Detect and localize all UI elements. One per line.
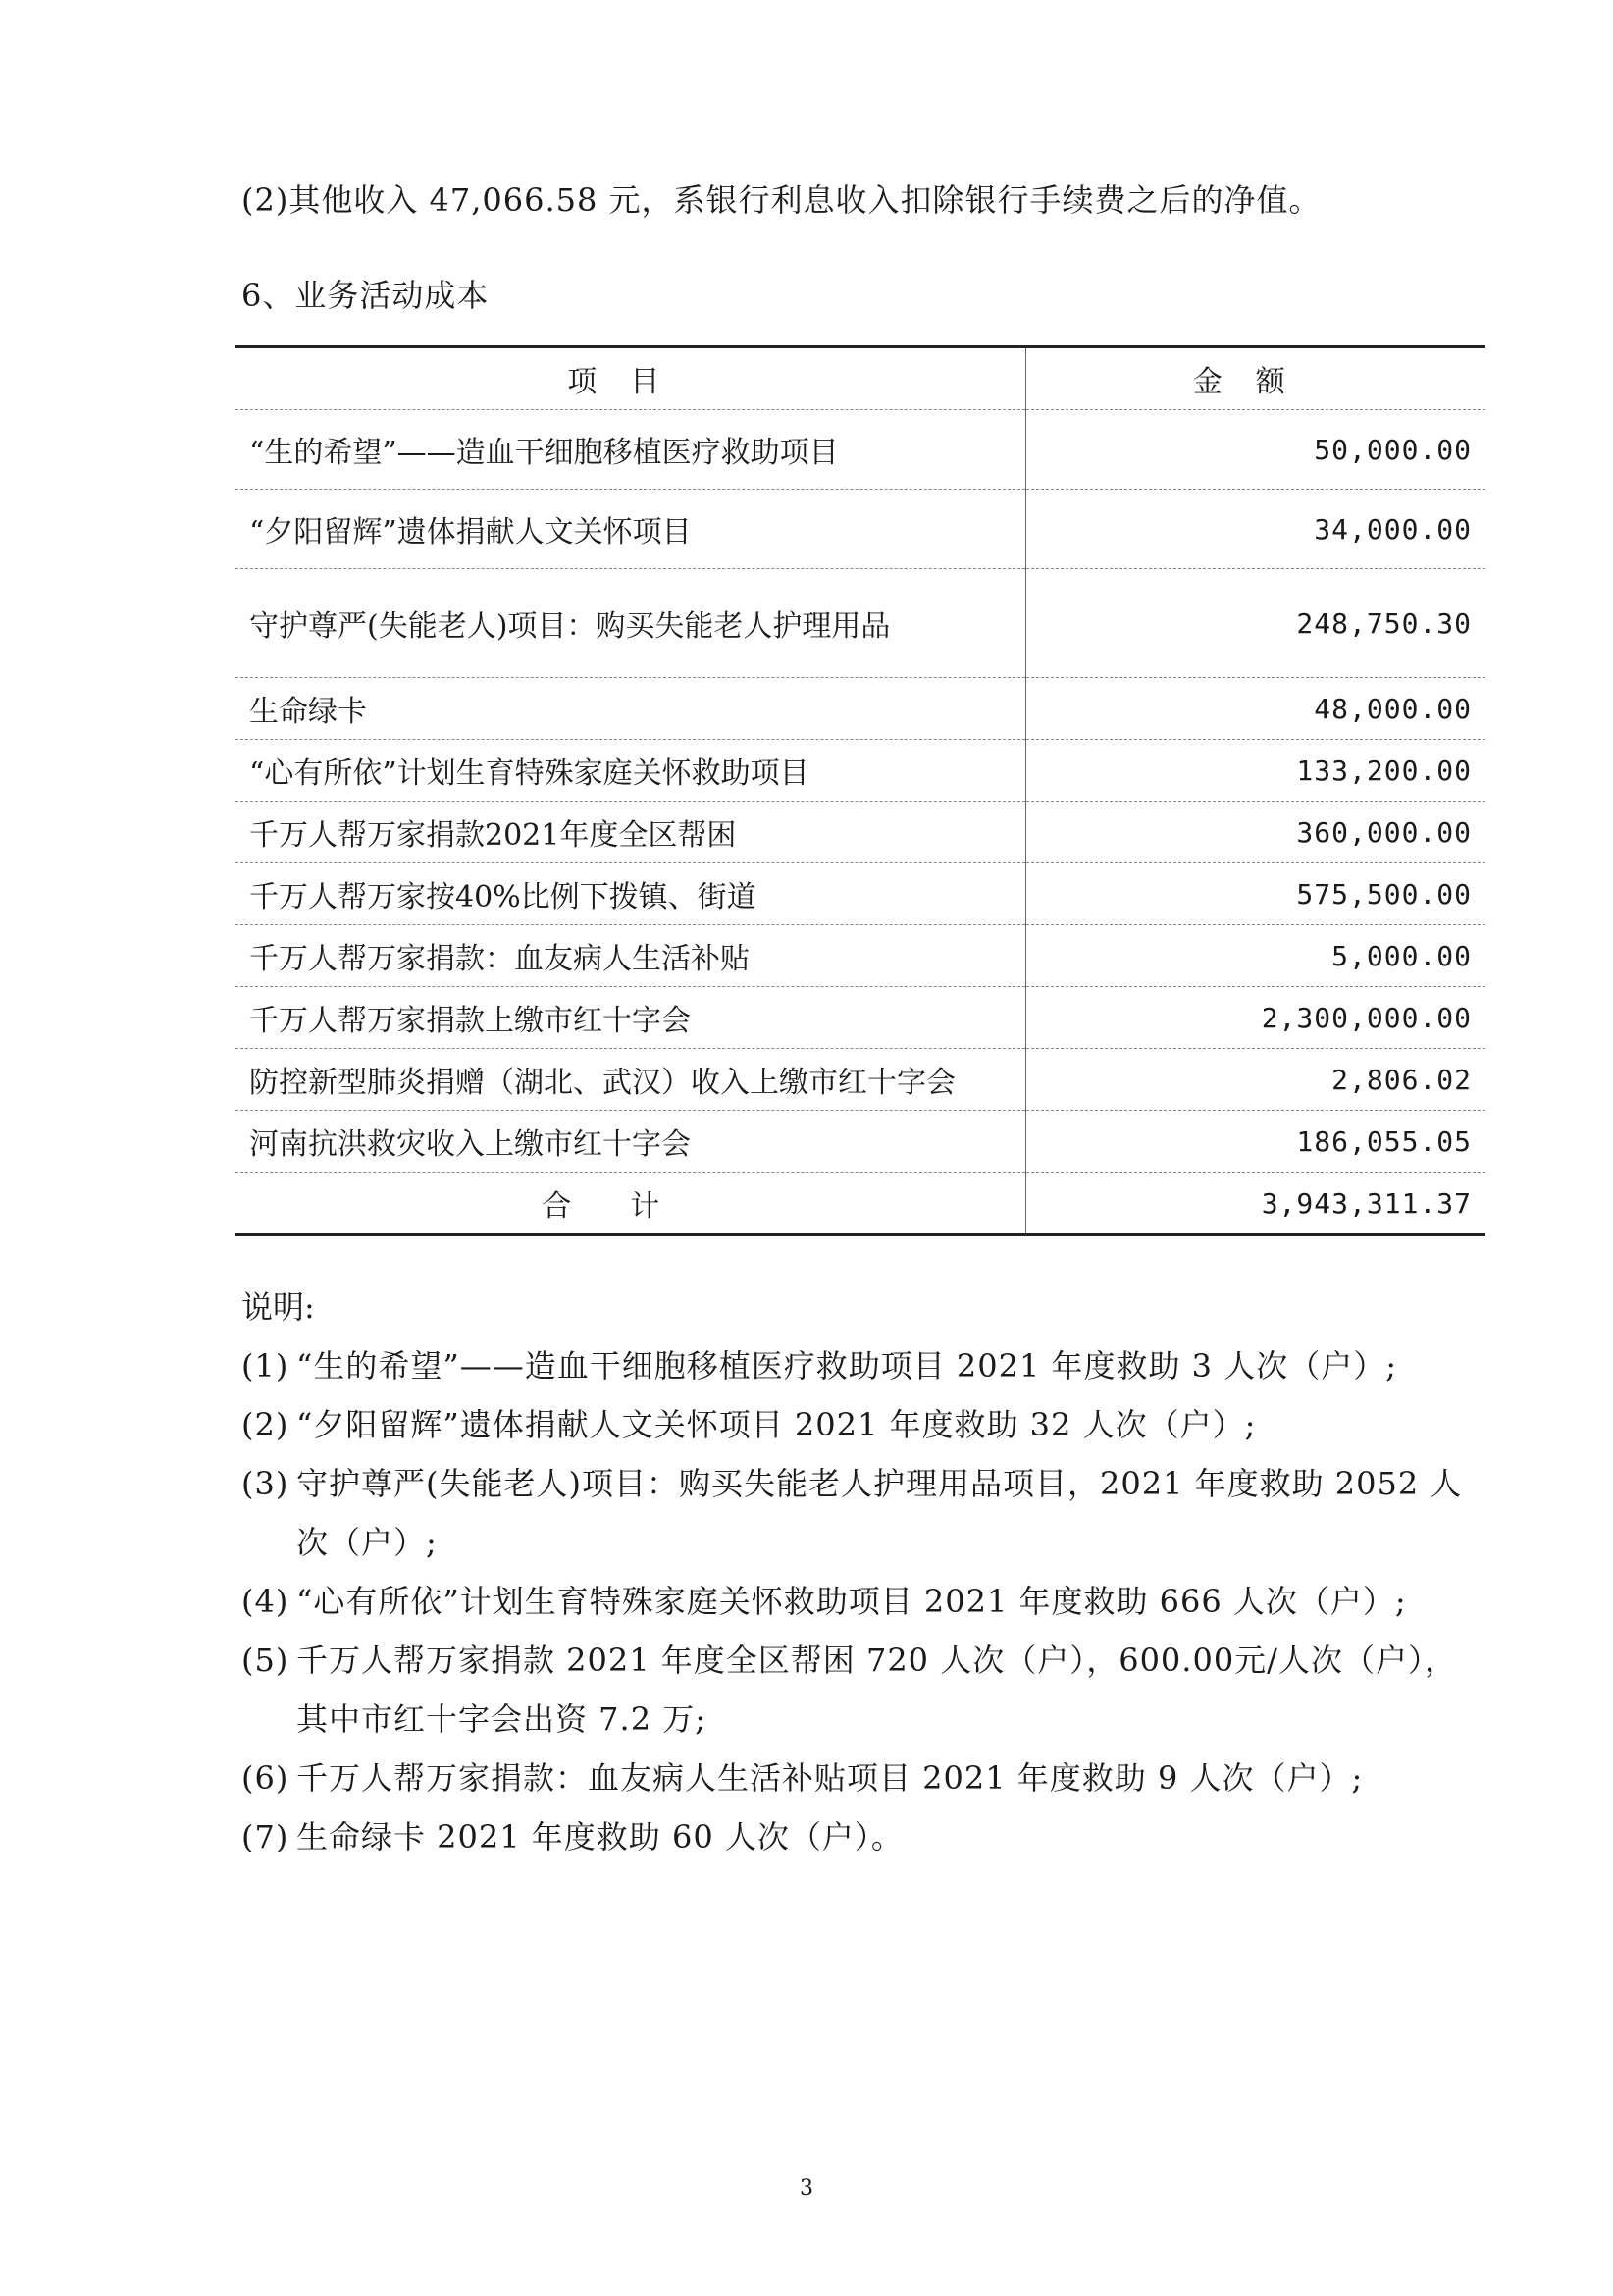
note-text: 生命绿卡 2021 年度救助 60 人次（户）。 xyxy=(296,1818,904,1855)
table-row xyxy=(235,490,1485,569)
row-amount: 575,500.00 xyxy=(1025,863,1485,925)
row-item: 守护尊严(失能老人)项目：购买失能老人护理用品 xyxy=(235,569,1025,678)
note-number: (1) xyxy=(241,1347,289,1384)
note-number: (7) xyxy=(241,1818,289,1855)
page-number: 3 xyxy=(800,2176,813,2201)
table-row xyxy=(235,1111,1485,1173)
row-amount: 2,300,000.00 xyxy=(1025,987,1485,1049)
row-amount: 133,200.00 xyxy=(1025,740,1485,802)
table-header-row xyxy=(235,347,1485,410)
note-text: 千万人帮万家捐款：血友病人生活补贴项目 2021 年度救助 9 人次（户）; xyxy=(296,1759,1364,1797)
row-item: 河南抗洪救灾收入上缴市红十字会 xyxy=(235,1111,1025,1173)
row-item: 生命绿卡 xyxy=(235,678,1025,740)
note-text: 千万人帮万家捐款 2021 年度全区帮困 720 人次（户），600.00元/人次（户），其中市红十字会出资 7.2 万; xyxy=(296,1642,1457,1738)
note-text: “心有所依”计划生育特殊家庭关怀救助项目 2021 年度救助 666 人次（户）; xyxy=(296,1583,1407,1620)
section-heading: 6、业务活动成本 xyxy=(241,277,490,314)
row-item: 千万人帮万家捐款上缴市红十字会 xyxy=(235,987,1025,1049)
row-amount: 5,000.00 xyxy=(1025,925,1485,987)
row-item: “心有所依”计划生育特殊家庭关怀救助项目 xyxy=(235,740,1025,802)
note-item xyxy=(241,1572,1487,1631)
row-amount: 248,750.30 xyxy=(1025,569,1485,678)
other-income-paragraph: (2)其他收入 47,066.58 元，系银行利息收入扣除银行手续费之后的净值。 xyxy=(241,182,1322,219)
notes-list xyxy=(241,1336,1487,1866)
header-item: 项目 xyxy=(235,347,1025,410)
table-row xyxy=(235,863,1485,925)
notes-section xyxy=(241,1278,1487,1866)
table-row xyxy=(235,410,1485,490)
business-cost-table xyxy=(235,345,1485,1236)
table-row xyxy=(235,925,1485,987)
row-item: 千万人帮万家捐款2021年度全区帮困 xyxy=(235,802,1025,863)
note-number: (4) xyxy=(241,1583,289,1620)
total-amount: 3,943,311.37 xyxy=(1025,1173,1485,1235)
note-text: “夕阳留辉”遗体捐献人文关怀项目 2021 年度救助 32 人次（户）; xyxy=(296,1406,1257,1443)
row-amount: 186,055.05 xyxy=(1025,1111,1485,1173)
notes-label: 说明: xyxy=(241,1288,315,1326)
table-row xyxy=(235,678,1485,740)
note-number: (3) xyxy=(241,1465,289,1502)
table-row xyxy=(235,569,1485,678)
row-item: 千万人帮万家捐款：血友病人生活补贴 xyxy=(235,925,1025,987)
row-amount: 34,000.00 xyxy=(1025,490,1485,569)
row-amount: 48,000.00 xyxy=(1025,678,1485,740)
row-amount: 2,806.02 xyxy=(1025,1049,1485,1111)
header-amount: 金额 xyxy=(1025,347,1485,410)
row-amount: 50,000.00 xyxy=(1025,410,1485,490)
note-text: “生的希望”——造血干细胞移植医疗救助项目 2021 年度救助 3 人次（户）; xyxy=(296,1347,1397,1384)
row-item: “夕阳留辉”遗体捐献人文关怀项目 xyxy=(235,490,1025,569)
table-row xyxy=(235,1049,1485,1111)
row-item: 防控新型肺炎捐赠（湖北、武汉）收入上缴市红十字会 xyxy=(235,1049,1025,1111)
note-number: (5) xyxy=(241,1642,289,1679)
total-label: 合计 xyxy=(235,1173,1025,1235)
note-item xyxy=(241,1395,1487,1454)
row-item: “生的希望”——造血干细胞移植医疗救助项目 xyxy=(235,410,1025,490)
table-row xyxy=(235,987,1485,1049)
table-total-row xyxy=(235,1173,1485,1235)
note-item xyxy=(241,1631,1487,1748)
row-amount: 360,000.00 xyxy=(1025,802,1485,863)
note-number: (6) xyxy=(241,1759,289,1797)
note-item xyxy=(241,1454,1487,1572)
note-item xyxy=(241,1748,1487,1807)
note-item xyxy=(241,1807,1487,1866)
row-item: 千万人帮万家按40%比例下拨镇、街道 xyxy=(235,863,1025,925)
table-row xyxy=(235,740,1485,802)
note-text: 守护尊严(失能老人)项目：购买失能老人护理用品项目，2021 年度救助 2052 人次（户）; xyxy=(296,1465,1463,1561)
note-number: (2) xyxy=(241,1406,289,1443)
table-row xyxy=(235,802,1485,863)
note-item xyxy=(241,1336,1487,1395)
